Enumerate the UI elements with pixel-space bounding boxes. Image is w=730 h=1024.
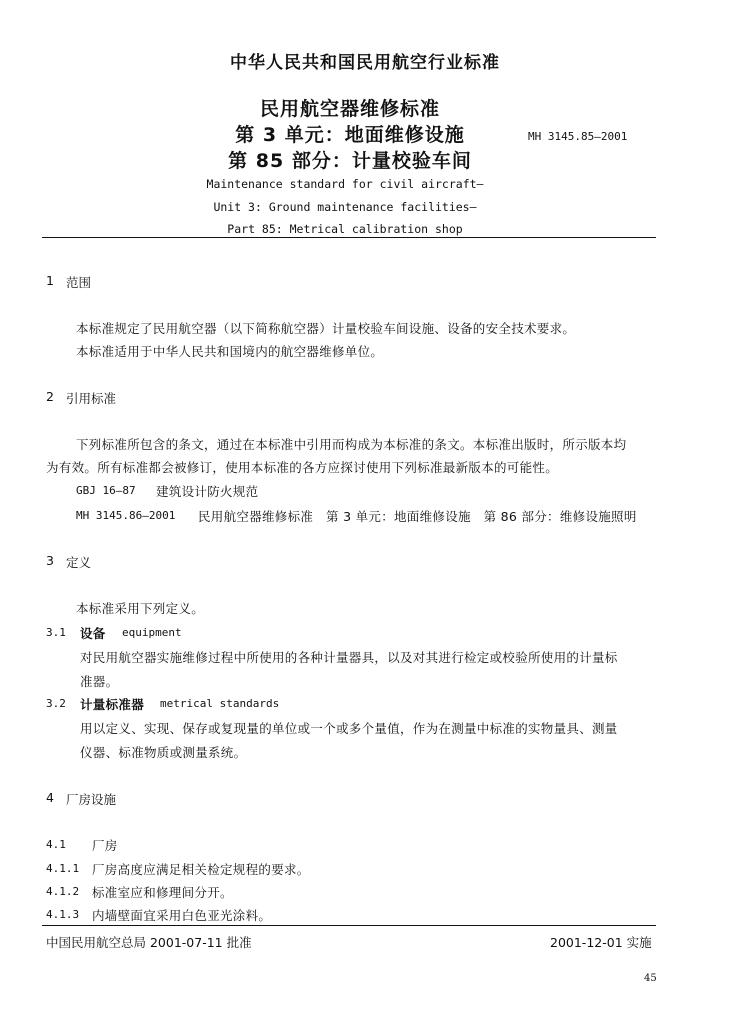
section-1-number: 1 [46, 273, 54, 288]
footer-rule [42, 925, 656, 926]
approval-date: 中国民用航空总局 2001-07-11 批准 [46, 935, 252, 950]
section-1-para2: 本标准适用于中华人民共和国境内的航空器维修单位。 [76, 344, 384, 359]
def-2-term: 计量标准器 [80, 697, 145, 712]
item-4-1-1-text: 厂房高度应满足相关检定规程的要求。 [92, 862, 310, 877]
english-title-line2: Unit 3: Ground maintenance facilities— [213, 200, 477, 214]
section-2-number: 2 [46, 389, 54, 404]
header-rule [42, 237, 656, 238]
def-1-english: equipment [122, 626, 182, 639]
def-2-text-line1: 用以定义、实现、保存或复现量的单位或一个或多个量值，作为在测量中标准的实物量具、测量 [80, 721, 618, 736]
page-number: 45 [644, 973, 657, 984]
ref-2-title: 民用航空器维修标准 第 3 单元：地面维修设施 第 86 部分：维修设施照明 [198, 509, 637, 524]
item-4-1-1-number: 4.1.1 [46, 862, 80, 875]
def-1-text-line1: 对民用航空器实施维修过程中所使用的各种计量器具，以及对其进行检定或校验所使用的计量标 [80, 650, 618, 665]
section-4-number: 4 [46, 790, 54, 805]
def-2-number: 3.2 [46, 697, 66, 710]
def-2-english: metrical standards [160, 697, 280, 710]
english-title-line1: Maintenance standard for civil aircraft— [206, 177, 484, 191]
section-1-para1: 本标准规定了民用航空器（以下简称航空器）计量校验车间设施、设备的安全技术要求。 [76, 321, 576, 336]
ref-1-title: 建筑设计防火规范 [156, 484, 259, 499]
item-4-1-2-number: 4.1.2 [46, 885, 80, 898]
section-3-number: 3 [46, 553, 54, 568]
effective-date: 2001-12-01 实施 [550, 935, 652, 950]
subsection-4-1-number: 4.1 [46, 838, 66, 851]
item-4-1-3-number: 4.1.3 [46, 908, 80, 921]
def-2-text-line2: 仪器、标准物质或测量系统。 [80, 745, 247, 760]
section-2-para1-line1: 下列标准所包含的条文，通过在本标准中引用而构成为本标准的条文。本标准出版时，所示版本均 [76, 437, 627, 452]
subsection-4-1-title: 厂房 [92, 838, 118, 853]
section-2-para1-line2: 为有效。所有标准都会被修订，使用本标准的各方应探讨使用下列标准最新版本的可能性。 [46, 460, 559, 475]
item-4-1-3-text: 内墙壁面宜采用白色亚光涂料。 [92, 908, 272, 923]
def-1-term: 设备 [80, 626, 106, 641]
def-1-text-line2: 准器。 [80, 674, 119, 689]
item-4-1-2-text: 标准室应和修理间分开。 [92, 885, 233, 900]
ref-2-code: MH 3145.86—2001 [76, 509, 176, 522]
standard-title-line3: 第 85 部分：计量校验车间 [228, 150, 472, 172]
org-title: 中华人民共和国民用航空行业标准 [230, 53, 500, 73]
section-4-title: 厂房设施 [66, 792, 117, 807]
english-title-line3: Part 85: Metrical calibration shop [227, 222, 463, 236]
section-3-title: 定义 [66, 555, 92, 570]
section-3-intro: 本标准采用下列定义。 [76, 601, 205, 616]
standard-code: MH 3145.85—2001 [528, 130, 628, 143]
standard-title-line2: 第 3 单元：地面维修设施 [235, 124, 465, 146]
section-2-title: 引用标准 [66, 391, 117, 406]
section-1-title: 范围 [66, 275, 92, 290]
def-1-number: 3.1 [46, 626, 66, 639]
ref-1-code: GBJ 16—87 [76, 484, 136, 497]
standard-title-line1: 民用航空器维修标准 [259, 98, 440, 120]
